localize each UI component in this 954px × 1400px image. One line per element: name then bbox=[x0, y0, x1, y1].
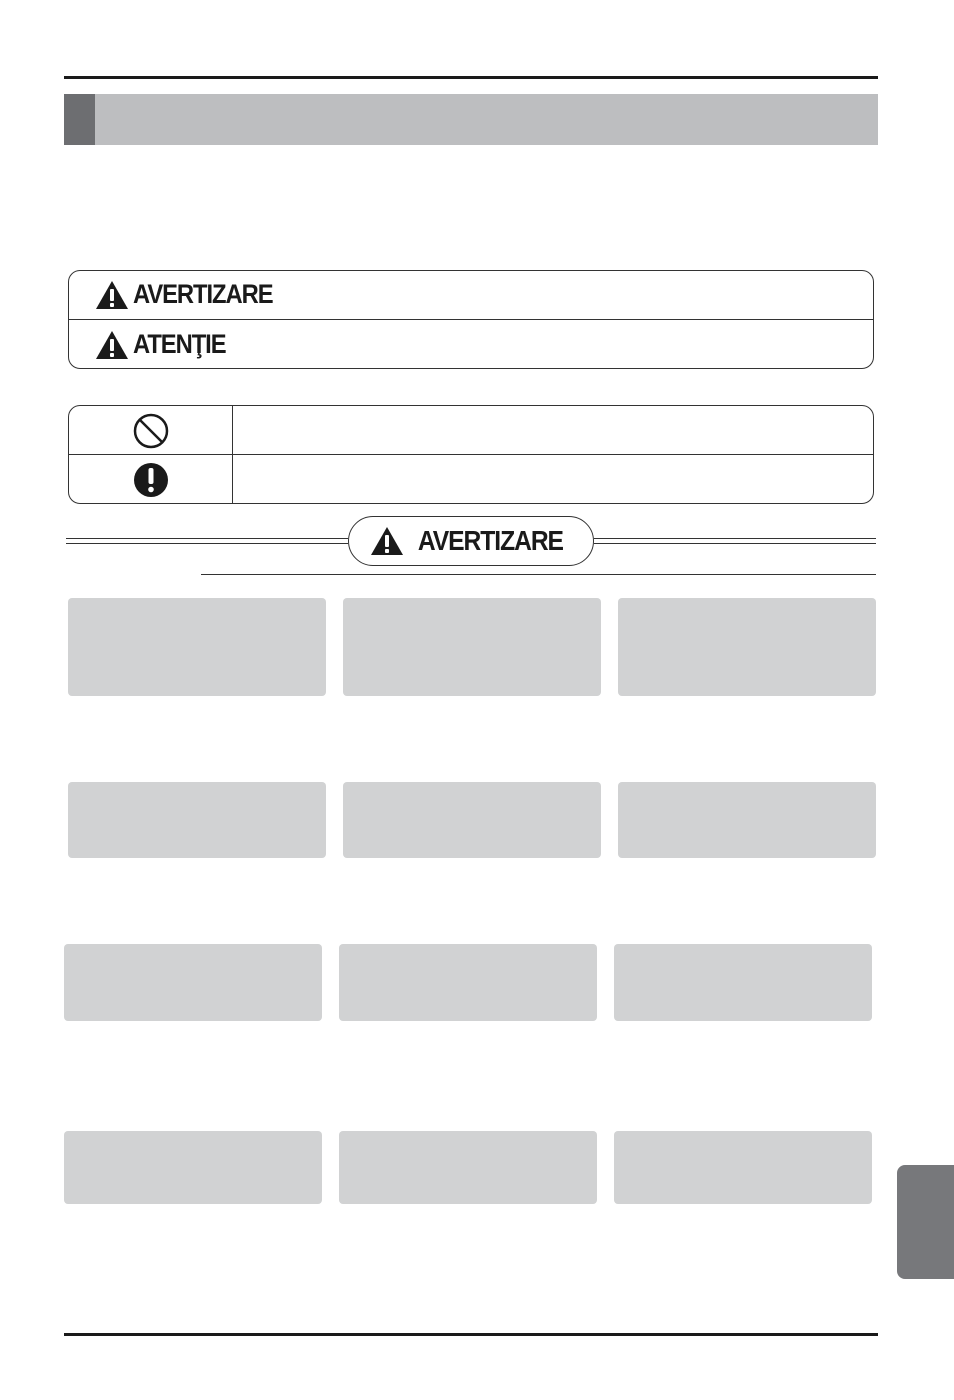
legend-divider bbox=[69, 319, 873, 320]
warning-label: AVERTIZARE bbox=[133, 279, 273, 309]
top-rule bbox=[64, 76, 878, 79]
illustration-panel bbox=[343, 598, 601, 696]
illustration-panel bbox=[339, 944, 597, 1021]
illustration-panel bbox=[618, 598, 876, 696]
section-subrule bbox=[201, 574, 876, 575]
illustration-panel bbox=[343, 782, 601, 858]
legend-row-caution bbox=[95, 329, 238, 360]
illustration-panel bbox=[339, 1131, 597, 1204]
warning-triangle-icon bbox=[95, 280, 129, 310]
prohibited-icon bbox=[133, 413, 169, 449]
caution-label: ATENŢIE bbox=[133, 329, 226, 359]
header-band bbox=[64, 94, 878, 145]
symbol-legend-row-divider bbox=[69, 454, 873, 455]
warning-triangle-icon bbox=[370, 526, 404, 556]
section-heading-label: AVERTIZARE bbox=[417, 525, 563, 556]
header-band-tab bbox=[64, 94, 95, 145]
signal-word-legend bbox=[68, 270, 874, 369]
mandatory-exclamation-icon bbox=[133, 462, 169, 498]
illustration-panel bbox=[64, 1131, 322, 1204]
section-heading-pill bbox=[348, 516, 594, 566]
language-side-tab bbox=[897, 1165, 954, 1279]
section-double-rule-right-bottom bbox=[594, 543, 876, 544]
illustration-panel bbox=[68, 598, 326, 696]
section-double-rule-right-top bbox=[594, 538, 876, 539]
section-double-rule-left-bottom bbox=[66, 543, 348, 544]
illustration-panel bbox=[68, 782, 326, 858]
caution-triangle-icon bbox=[95, 330, 129, 360]
illustration-panel bbox=[614, 1131, 872, 1204]
illustration-panel bbox=[618, 782, 876, 858]
symbol-legend bbox=[68, 405, 874, 504]
illustration-panel bbox=[64, 944, 322, 1021]
section-double-rule-left-top bbox=[66, 538, 348, 539]
illustration-panel bbox=[614, 944, 872, 1021]
bottom-rule bbox=[64, 1333, 878, 1336]
legend-row-warning bbox=[95, 279, 292, 310]
